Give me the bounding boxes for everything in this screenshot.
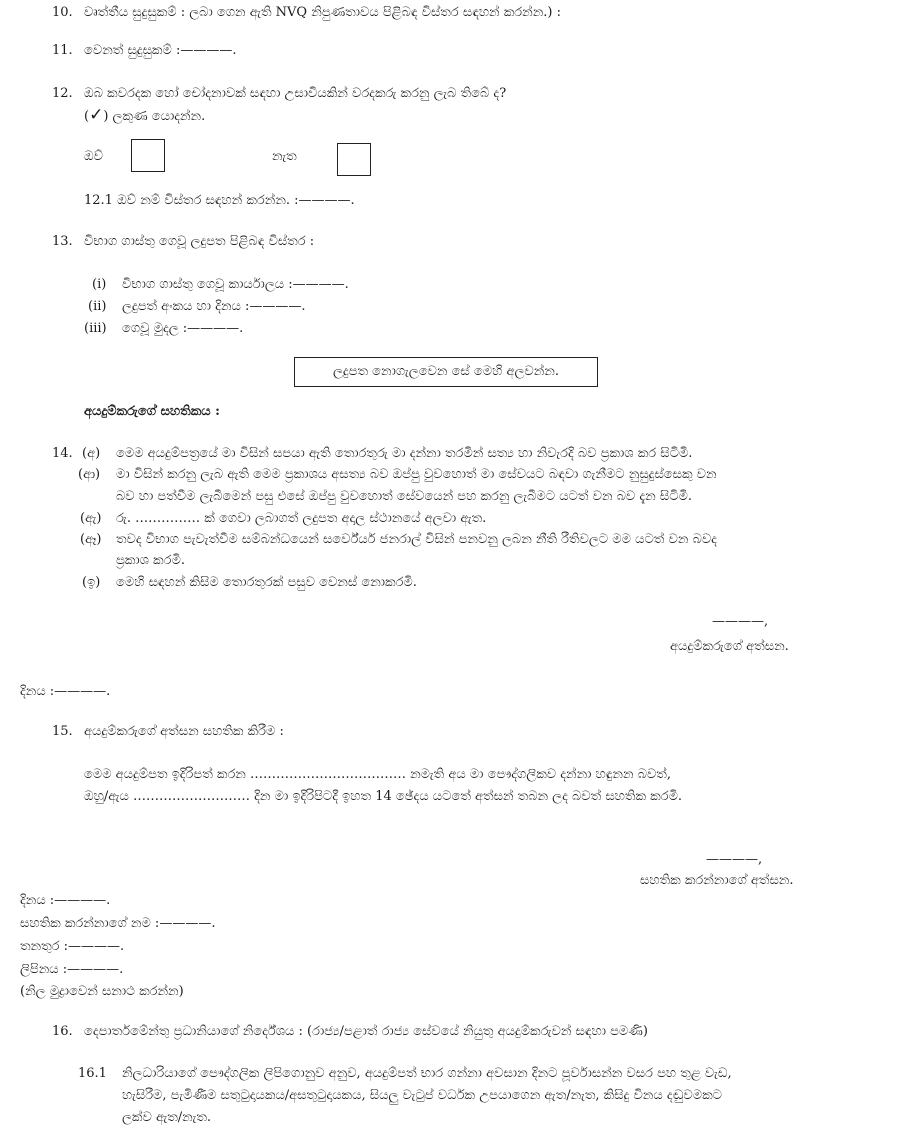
q13-item-receipt-number: ලදුපත් අංකය හා දිනය :————. [122,299,306,314]
q14-item-text: මෙම අයදුම්පත්‍රයේ මා විසින් සපයා ඇති තොරතුරු මා දන්නා තරමින් සත්‍ය හා නිවැරදි බව ප්‍රකාශ කර සිටිමි. [116,446,693,461]
q12-yes-label: ඔව් [84,149,103,164]
q12-no-label: නැත [272,149,297,164]
q14-item-text: තවද විභාග පැවැත්වීම සම්බන්ධයෙන් සර්වේයර් ජනරාල් විසින් පනවනු ලබන නීති රීතිවලට මම යටත් වන බවද [116,532,717,547]
q16-sub-text: හැසිරීම, පැමිණීම සතුටුදායකය/අසතුටුදායකය, සියලු වැටුප් වර්ධක උපයාගෙන ඇත/නැත, කිසිදු විනය දඬුවමකට [122,1088,723,1103]
q14-item-text: රු. …………… ක් ගෙවා ලබාගත් ලදුපත අදාල ස්ථානයේ අලවා ඇත. [116,511,487,526]
q13-number: 13. [52,234,73,249]
q14-item-text: ප්‍රකාශ කරමි. [116,553,185,568]
q16-text: දෙපාර්තමේන්තු ප්‍රධානියාගේ නිර්දේශය : (රාජ්‍ය/පළාත් රාජ්‍ය සේවයේ නියුතු අයදුම්කරුවන් සඳහා පමණි) [84,1024,648,1039]
certifier-date-field: දිනය :————. [20,893,111,908]
q13-item-number: (i) [92,277,107,292]
q13-item-office: විභාග ගාස්තු ගෙවූ කාර්යාලය :————. [122,277,349,292]
certifier-name-field: සහතික කරන්නාගේ නම :————. [20,916,216,931]
applicant-date-field: දිනය :————. [20,684,111,699]
q15-number: 15. [52,724,73,739]
q13-item-number: (iii) [84,321,107,336]
q13-text: විභාග ගාස්තු ගෙවූ ලදුපත පිළිබඳ විස්තර : [84,234,315,249]
q12-yes-checkbox[interactable] [131,139,165,172]
q14-item-number: (ඈ) [80,532,102,547]
certificate-heading: අයදුම්කරුගේ සහතිකය : [84,404,220,419]
q16-sub-number: 16.1 [78,1066,107,1081]
q13-item-number: (ii) [88,299,107,314]
q12-number: 12. [52,86,73,101]
certifier-address-field: ලිපිනය :————. [20,962,124,977]
q14-item-text: බව හා පත්වීම ලැබීමෙන් පසු එසේ ඔප්පු වුවහොත් සේවයෙන් පහ කරනු ලැබීමට යටත් වන බව දැන සිටිමි. [116,489,693,504]
receipt-paste-box: ලදුපත නොගැලවෙන සේ මෙහි අලවන්න. [294,357,598,387]
q15-statement-line: ඔහු/ඇය ……………………… දින මා ඉදිරිපිටදී ඉහත 14 ඡේදය යටතේ අත්සන් තබන ලද බවත් සහතික කරමි. [84,789,683,804]
q12-text: ඔබ කවරදක හෝ චෝදනාවක් සඳහා උසාවියකින් වරදකරු කරනු ලැබ තිබේ ද? [84,86,507,101]
q14-item-number: (ආ) [78,467,101,482]
q16-number: 16. [52,1024,73,1039]
q12-sub-details: 12.1 ඔව් නම් විස්තර සඳහන් කරන්න. :————. [84,193,355,208]
q15-statement-line: මෙම අයදුම්පත ඉදිරිපත් කරන ……………………………… නමැති අය මා පෞද්ගලිකව දන්නා හඳුනන බවත්, [84,767,671,782]
q10-number: 10. [52,5,73,20]
applicant-signature-label: අයදුම්කරුගේ අත්සන. [670,639,789,654]
q14-number: 14. [52,446,73,461]
applicant-signature-line: ————, [712,614,769,629]
q12-no-checkbox[interactable] [337,143,371,176]
q13-item-amount: ගෙවූ මුදල :————. [122,321,244,336]
checkmark-icon: ✓ [89,105,104,125]
q14-item-text: මෙහි සඳහන් කිසිම තොරතුරක් පසුව වෙනස් නොකරමි. [116,575,417,590]
q12-instruction-rest: ) ලකුණ යොදන්න. [103,109,206,124]
q12-instruction-open: ( [84,109,90,124]
q11-text: වෙනත් සුදුසුකම් :————. [84,43,237,58]
q16-sub-text: ලක්ව ඇත/නැත. [122,1110,212,1125]
q14-item-number: (අ) [82,446,101,461]
q10-text: වෘත්තීය සුදුසුකම් : ලබා ගෙන ඇති NVQ නිපුණතාවය පිළිබඳ විස්තර සඳහන් කරන්න.) : [84,5,561,20]
q14-item-text: මා විසින් කරනු ලැබ ඇති මෙම ප්‍රකාශය අසත්‍ය බව ඔප්පු වුවහොත් මා සේවයට බඳවා ගැනීමට නුසුදුස්සෙකු වන [116,467,717,482]
official-seal-note: (නිල මුද්‍රාවෙන් සනාථ කරන්න) [20,984,184,999]
q11-number: 11. [52,43,73,58]
q14-item-number: (ඉ) [82,575,101,590]
certifier-signature-label: සහතික කරන්නාගේ අත්සන. [640,873,794,888]
q15-text: අයදුම්කරුගේ අත්සන සහතික කිරීම : [84,724,284,739]
q14-item-number: (ඇ) [80,511,102,526]
certifier-signature-line: ————, [706,852,763,867]
certifier-designation-field: තනතුර :————. [20,939,125,954]
q16-sub-text: නිලධාරියාගේ පෞද්ගලික ලිපිගොනුව අනුව, අයදුම්පත් භාර ගන්නා අවසාන දිනට පූර්වාසන්න වසර පහ තුළ වැඩ, [122,1066,732,1081]
q12-instruction [84,107,205,125]
